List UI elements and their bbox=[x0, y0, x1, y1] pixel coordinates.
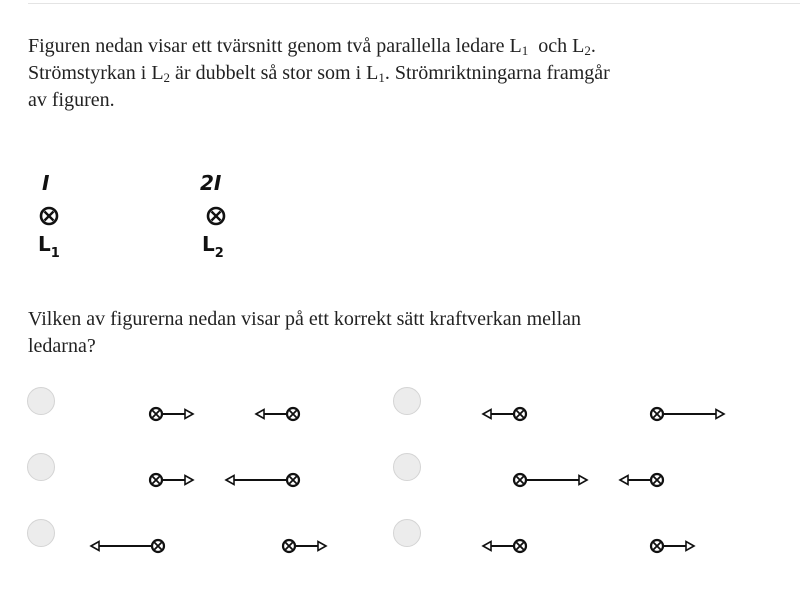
force-arrow-head-2 bbox=[686, 542, 694, 551]
option-a[interactable] bbox=[27, 387, 387, 437]
conductor-2-sub: 2 bbox=[214, 246, 224, 261]
force-arrow-head-2 bbox=[256, 410, 264, 419]
subscript: 1 bbox=[378, 70, 385, 85]
circled-x-icon bbox=[205, 205, 227, 227]
force-arrow-head-1 bbox=[483, 410, 491, 419]
force-arrow-head-1 bbox=[579, 476, 587, 485]
question-line-1-end: . bbox=[590, 35, 596, 57]
question-line-1-mid: och L bbox=[528, 35, 585, 57]
option-d[interactable] bbox=[393, 453, 753, 503]
option-c[interactable] bbox=[27, 453, 387, 503]
conductor-2-current-label: 2I bbox=[200, 171, 222, 195]
subscript: 2 bbox=[584, 43, 591, 58]
option-e[interactable] bbox=[27, 519, 387, 569]
ask-line-1: Vilken av figurerna nedan visar på ett korrekt sätt kraftverkan mellan bbox=[28, 308, 582, 330]
option-f[interactable] bbox=[393, 519, 753, 569]
option-f-figure bbox=[393, 519, 753, 569]
force-arrow-head-2 bbox=[620, 476, 628, 485]
force-arrow-head-1 bbox=[185, 410, 193, 419]
conductor-1-letter: L bbox=[38, 232, 51, 256]
top-divider bbox=[28, 3, 800, 4]
force-arrow-head-1 bbox=[91, 542, 99, 551]
conductor-1-current-label: I bbox=[42, 171, 50, 195]
question-line-2-end: . Strömriktningarna framgår bbox=[384, 62, 610, 84]
force-arrow-head-2 bbox=[716, 410, 724, 419]
force-arrow-head-1 bbox=[185, 476, 193, 485]
force-arrow-head-2 bbox=[318, 542, 326, 551]
option-a-figure bbox=[27, 387, 387, 437]
conductor-1-label bbox=[38, 232, 60, 261]
question-line-3: av figuren. bbox=[28, 89, 115, 111]
question-line-2-mid: är dubbelt så stor som i L bbox=[170, 62, 379, 84]
conductor-1-sub: 1 bbox=[50, 246, 60, 261]
question-text bbox=[28, 33, 768, 114]
question-line-1: Figuren nedan visar ett tvärsnitt genom två parallella ledare L bbox=[28, 35, 522, 57]
ask-line-2: ledarna? bbox=[28, 335, 96, 357]
conductor-2-label bbox=[202, 232, 224, 261]
subscript: 2 bbox=[163, 70, 171, 85]
option-c-figure bbox=[27, 453, 387, 503]
ask-text bbox=[28, 306, 768, 360]
option-d-figure bbox=[393, 453, 753, 503]
conductor-2-letter: L bbox=[202, 232, 215, 256]
subscript: 1 bbox=[521, 43, 529, 58]
question-line-2: Strömstyrkan i L bbox=[28, 62, 164, 84]
option-e-figure bbox=[27, 519, 387, 569]
circled-x-icon bbox=[38, 205, 60, 227]
option-b-figure bbox=[393, 387, 753, 437]
option-b[interactable] bbox=[393, 387, 753, 437]
force-arrow-head-1 bbox=[483, 542, 491, 551]
force-arrow-head-2 bbox=[226, 476, 234, 485]
